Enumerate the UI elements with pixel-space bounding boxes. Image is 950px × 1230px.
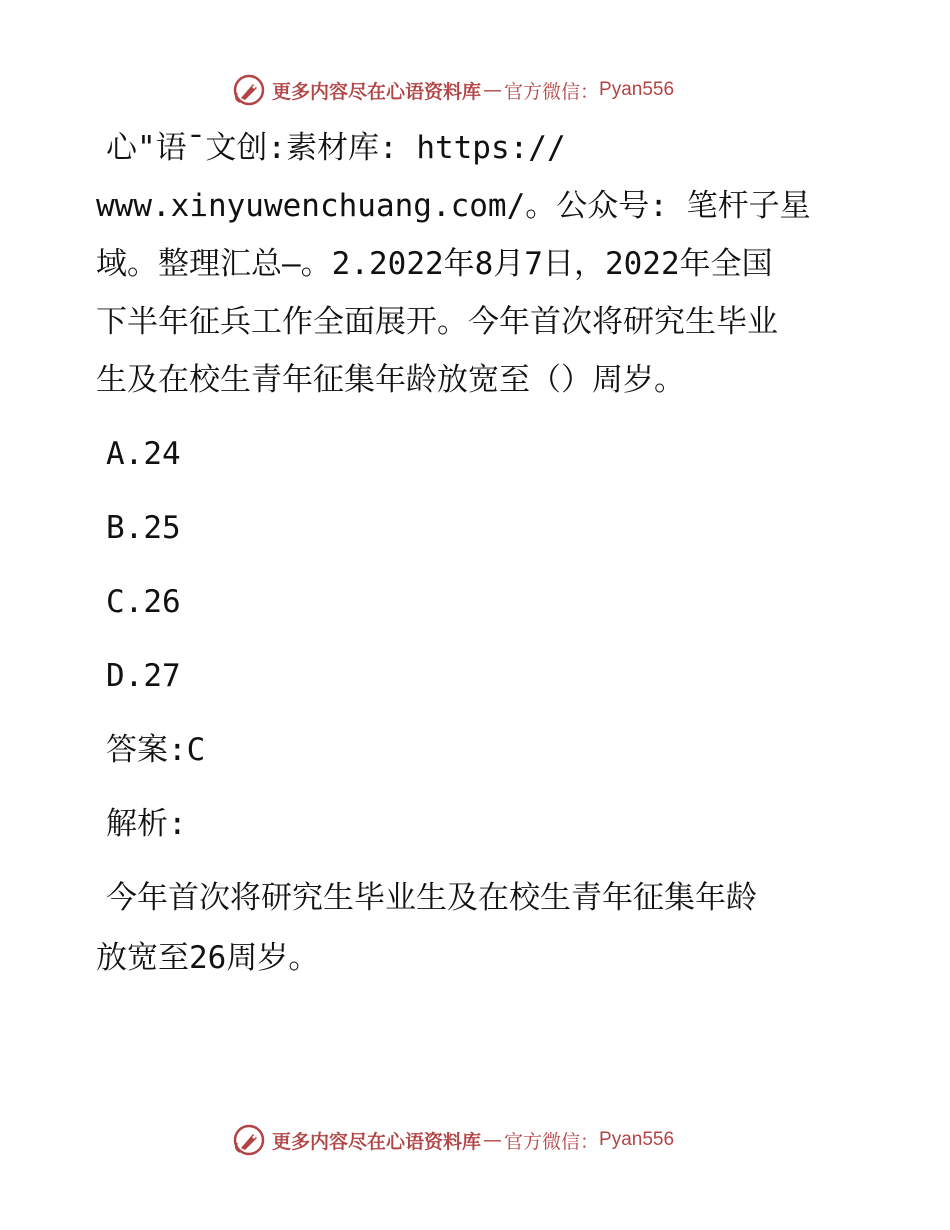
pen-nib-circle-icon xyxy=(232,1123,266,1157)
option-b: B.25 xyxy=(106,510,181,546)
analysis-line-2: 放宽至26周岁。 xyxy=(96,940,320,976)
watermark-wechat-id: Pyan556 xyxy=(599,1129,675,1150)
watermark-separator: — xyxy=(483,79,503,101)
answer: 答案:C xyxy=(106,732,206,768)
watermark-label: 官方微信： xyxy=(504,1130,600,1153)
pen-nib-circle-icon xyxy=(232,73,266,107)
option-d: D.27 xyxy=(106,658,181,694)
question-line-1: 心"语¯文创:素材库: https:// xyxy=(106,130,566,166)
question-line-4: 下半年征兵工作全面展开。今年首次将研究生毕业 xyxy=(96,304,778,340)
option-a: A.24 xyxy=(106,436,181,472)
question-line-3: 域。整理汇总—。2.2022年8月7日，2022年全国 xyxy=(96,246,773,282)
watermark-wechat-id: Pyan556 xyxy=(599,79,675,100)
analysis-line-1: 今年首次将研究生毕业生及在校生青年征集年龄 xyxy=(106,880,757,916)
analysis-label: 解析: xyxy=(106,806,187,842)
watermark-text: 更多内容尽在心语资料库 xyxy=(272,80,482,103)
question-line-5: 生及在校生青年征集年龄放宽至（）周岁。 xyxy=(96,362,685,398)
watermark-separator: — xyxy=(483,1129,503,1151)
header-watermark xyxy=(232,72,674,108)
watermark-text: 更多内容尽在心语资料库 xyxy=(272,1130,482,1153)
option-c: C.26 xyxy=(106,584,181,620)
footer-watermark xyxy=(232,1122,674,1158)
watermark-label: 官方微信： xyxy=(504,80,600,103)
question-line-2: www.xinyuwenchuang.com/。公众号: 笔杆子星 xyxy=(96,188,811,224)
